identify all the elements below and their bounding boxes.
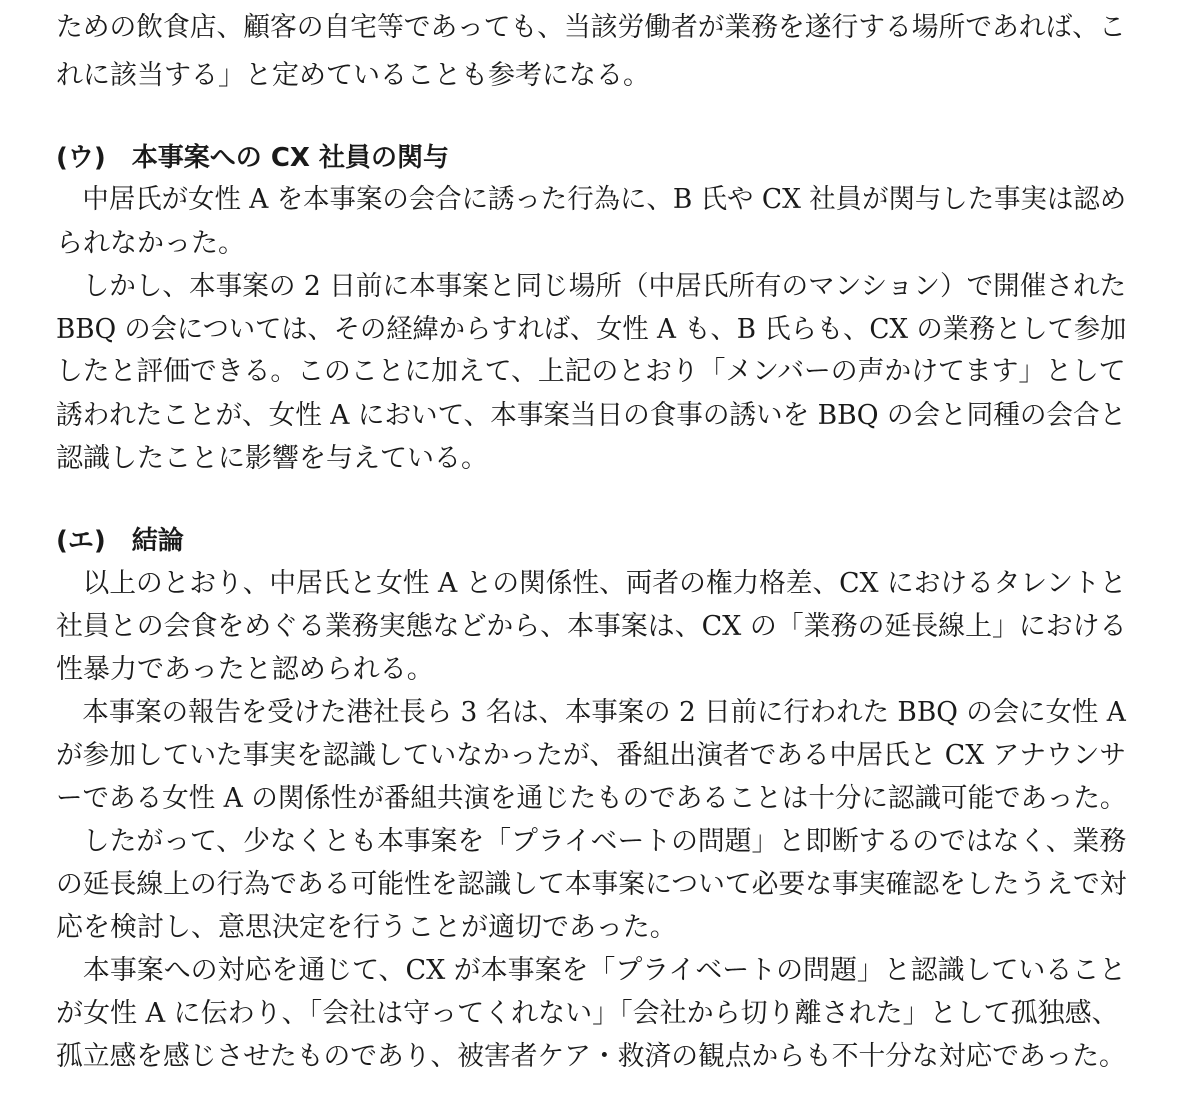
section-heading-u: (ウ) 本事案への CX 社員の関与 (56, 143, 449, 173)
paragraph-line: れに該当する」と定めていることも参考になる。 (56, 60, 650, 91)
paragraph-line: 性暴力であったと認められる。 (56, 654, 434, 685)
paragraph-line: BBQ の会については、その経緯からすれば、女性 A も、B 氏らも、CX の業務として参加 (56, 314, 1127, 345)
paragraph-line: 中居氏が女性 A を本事案の会合に誘った行為に、B 氏や CX 社員が関与した事実は認め (56, 184, 1127, 215)
section-heading-e: (エ) 結論 (56, 526, 184, 556)
paragraph-line: したと評価できる。このことに加えて、上記のとおり「メンバーの声かけてます」として (56, 356, 1126, 387)
paragraph-line: しかし、本事案の 2 日前に本事案と同じ場所（中居氏所有のマンション）で開催された (56, 271, 1127, 302)
paragraph-line: が女性 A に伝わり、「会社は守ってくれない」「会社から切り離された」として孤独感、 (56, 998, 1119, 1029)
paragraph-line: が参加していた事実を認識していなかったが、番組出演者である中居氏と CX アナウンサ (56, 740, 1127, 771)
paragraph-line: 孤立感を感じさせたものであり、被害者ケア・救済の観点からも不十分な対応であった。 (56, 1041, 1126, 1072)
paragraph-line: 誘われたことが、女性 A において、本事案当日の食事の誘いを BBQ の会と同種の会合と (56, 400, 1127, 431)
paragraph-line: 以上のとおり、中居氏と女性 A との関係性、両者の権力格差、CX におけるタレントと (56, 568, 1127, 599)
paragraph-line: の延長線上の行為である可能性を認識して本事案について必要な事実確認をしたうえで対 (56, 869, 1127, 900)
paragraph-line: ための飲食店、顧客の自宅等であっても、当該労働者が業務を遂行する場所であれば、こ (56, 12, 1126, 43)
paragraph-line: 社員との会食をめぐる業務実態などから、本事案は、CX の「業務の延長線上」における (56, 611, 1127, 642)
paragraph-line: 本事案への対応を通じて、CX が本事案を「プライベートの問題」と認識していること (56, 955, 1127, 986)
paragraph-line: られなかった。 (56, 228, 245, 259)
paragraph-line: 本事案の報告を受けた港社長ら 3 名は、本事案の 2 日前に行われた BBQ の会に女性 A (56, 697, 1126, 728)
paragraph-line: ーである女性 A の関係性が番組共演を通じたものであることは十分に認識可能であった。 (56, 783, 1127, 814)
paragraph-line: したがって、少なくとも本事案を「プライベートの問題」と即断するのではなく、業務 (56, 826, 1127, 857)
paragraph-line: 認識したことに影響を与えている。 (56, 443, 488, 474)
paragraph-line: 応を検討し、意思決定を行うことが適切であった。 (56, 912, 677, 943)
